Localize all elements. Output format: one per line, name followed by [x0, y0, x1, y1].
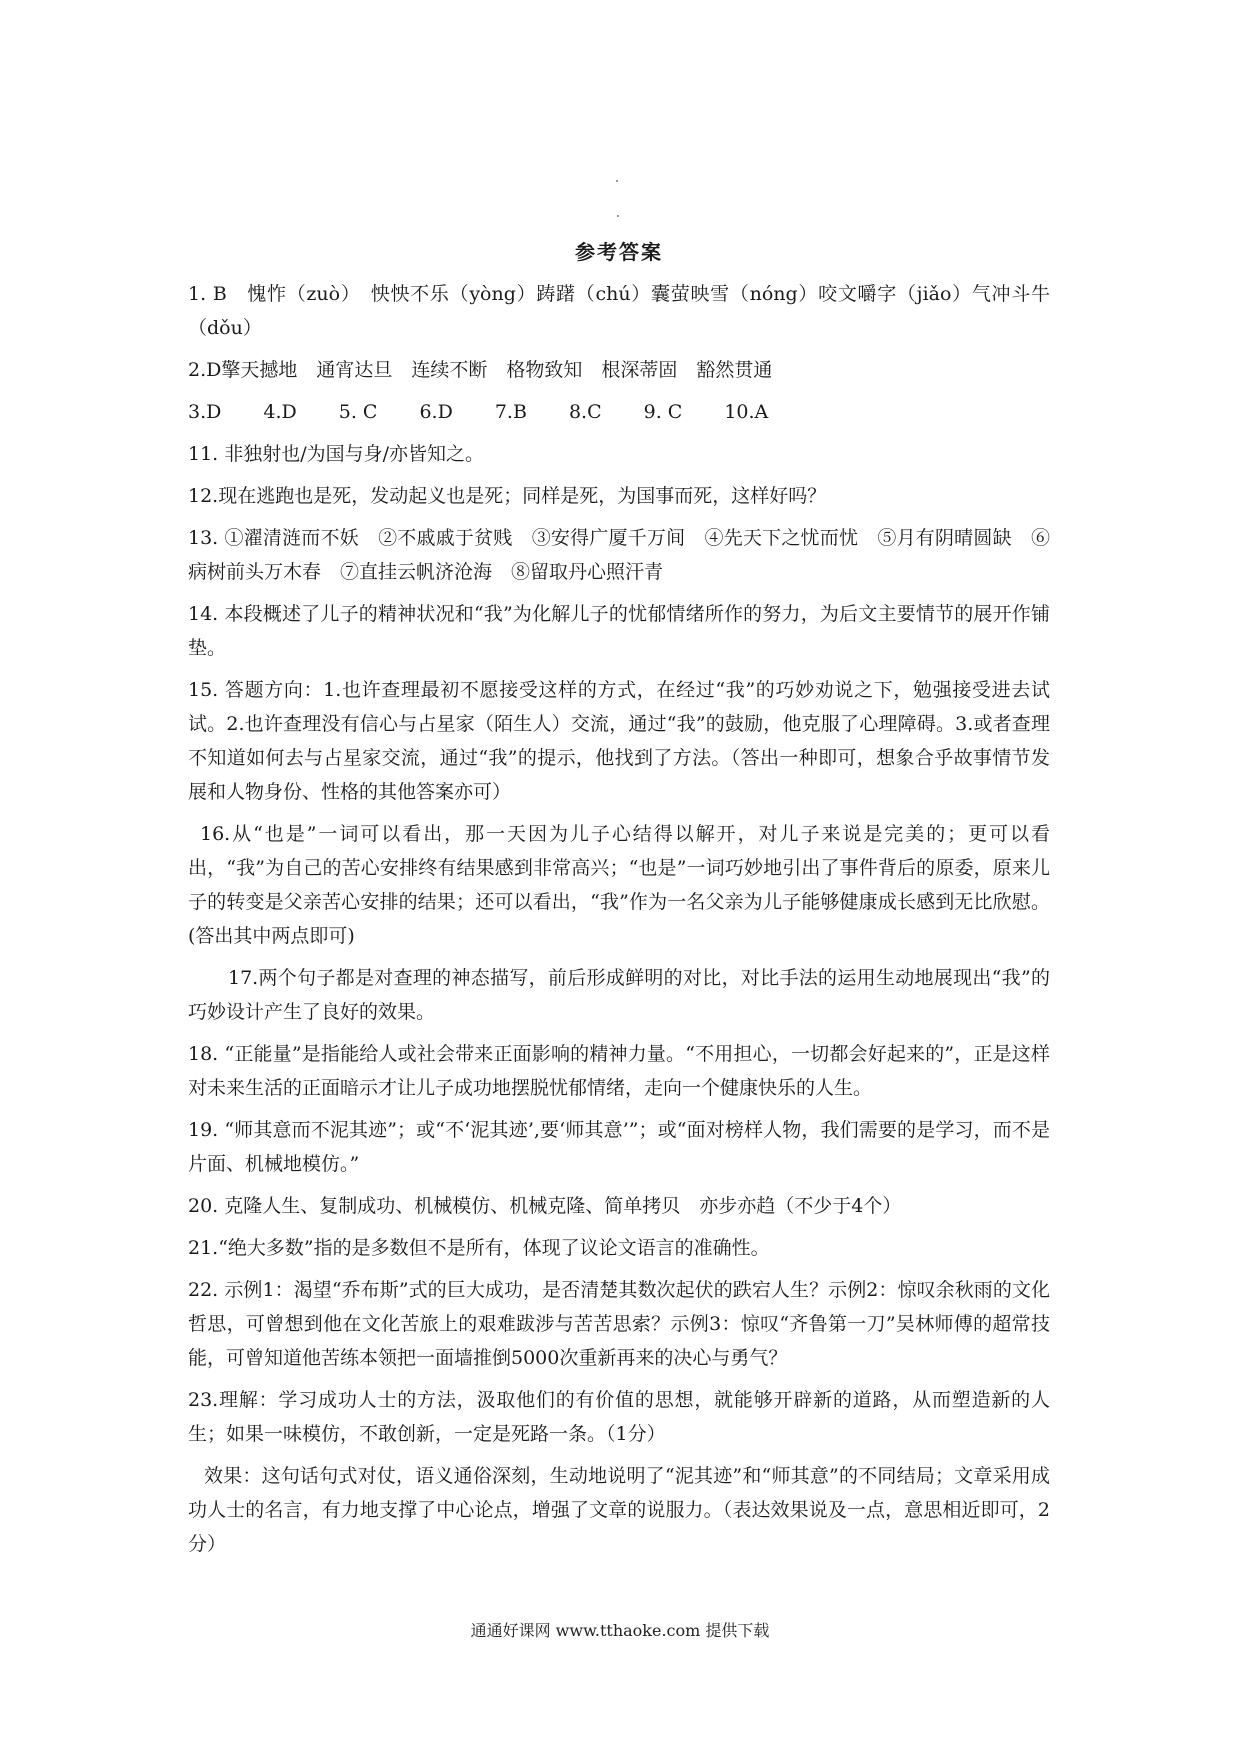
answer-19: 19. “师其意而不泥其迹”；或“不‘泥其迹’,要‘师其意’”；或“面对榜样人物，我们需要的是学习，而不是片面、机械地模仿。”: [188, 1119, 1050, 1175]
answer-12: 12.现在逃跑也是死，发动起义也是死；同样是死，为国事而死，这样好吗？: [188, 485, 827, 507]
answer-2: 2.D擎天撼地 通宵达旦 连续不断 格物致知 根深蒂固 豁然贯通: [188, 359, 773, 381]
answer-16: 16.从“也是”一词可以看出，那一天因为儿子心结得以解开，对儿子来说是完美的；更可以看出，“我”为自己的苦心安排终有结果感到非常高兴；“也是”一词巧妙地引出了事件背后的原委，原来儿子的转变是父亲苦心安排的结果；还可以看出，“我”作为一名父亲为儿子能够健康成长感到无比欣慰。(答出其中两点即可): [188, 823, 1050, 947]
scan-speck: [616, 180, 618, 182]
answer-17: 17.两个句子都是对查理的神态描写，前后形成鲜明的对比，对比手法的运用生动地展现出“我”的巧妙设计产生了良好的效果。: [188, 967, 1050, 1023]
answer-sheet: [188, 236, 1050, 1569]
answer-20: 20. 克隆人生、复制成功、机械模仿、机械克隆、简单拷贝 亦步亦趋（不少于4个）: [188, 1195, 902, 1217]
footer-source: 通通好课网 www.tthaoke.com 提供下载: [470, 1621, 770, 1640]
answers-3-10: [188, 395, 1050, 429]
answer-4: 4.D: [263, 401, 297, 423]
answer-6: 6.D: [419, 401, 453, 423]
answer-3: 3.D: [188, 401, 222, 423]
answer-15: 15. 答题方向：1.也许查理最初不愿接受这样的方式，在经过“我”的巧妙劝说之下，勉强接受进去试试。2.也许查理没有信心与占星家（陌生人）交流，通过“我”的鼓励，他克服了心理障碍。3.或者查理不知道如何去与占星家交流，通过“我”的提示，他找到了方法。（答出一种即可，想象合乎故事情节发展和人物身份、性格的其他答案亦可）: [188, 679, 1050, 803]
answer-9: 9. C: [643, 401, 683, 423]
answer-21: 21.“绝大多数”指的是多数但不是所有，体现了议论文语言的准确性。: [188, 1237, 770, 1259]
answer-8: 8.C: [568, 401, 602, 423]
answer-23-understanding: 23.理解：学习成功人士的方法，汲取他们的有价值的思想，就能够开辟新的道路，从而塑造新的人生；如果一味模仿，不敢创新，一定是死路一条。（1分）: [188, 1389, 1050, 1445]
answer-13: 13. ①濯清涟而不妖 ②不戚戚于贫贱 ③安得广厦千万间 ④先天下之忧而忧 ⑤月有阴晴圆缺 ⑥病树前头万木春 ⑦直挂云帆济沧海 ⑧留取丹心照汗青: [188, 527, 1050, 583]
answer-14: 14. 本段概述了儿子的精神状况和“我”为化解儿子的忧郁情绪所作的努力，为后文主要情节的展开作铺垫。: [188, 603, 1050, 659]
answer-5: 5. C: [338, 401, 378, 423]
answer-23-effect: 效果：这句话句式对仗，语义通俗深刻，生动地说明了“泥其迹”和“师其意”的不同结局；文章采用成功人士的名言，有力地支撑了中心论点，增强了文章的说服力。（表达效果说及一点，意思相近即可，2分）: [188, 1465, 1050, 1555]
answer-11: 11. 非独射也/为国与身/亦皆知之。: [188, 443, 485, 465]
answer-22: 22. 示例1：渴望“乔布斯”式的巨大成功，是否清楚其数次起伏的跌宕人生？示例2：惊叹余秋雨的文化哲思，可曾想到他在文化苦旅上的艰难跋涉与苦苦思索？示例3：惊叹“齐鲁第一刀”吴林师傅的超常技能，可曾知道他苦练本领把一面墙推倒5000次重新再来的决心与勇气？: [188, 1279, 1050, 1369]
answer-18: 18. “正能量”是指能给人或社会带来正面影响的精神力量。“不用担心，一切都会好起来的”，正是这样对未来生活的正面暗示才让儿子成功地摆脱忧郁情绪，走向一个健康快乐的人生。: [188, 1043, 1050, 1099]
answer-1: 1. B 愧怍（zuò） 怏怏不乐（yòng）踌躇（chú）囊萤映雪（nóng）咬文嚼字（jiǎo）气冲斗牛（dǒu）: [188, 283, 1050, 339]
page-title: 参考答案: [575, 240, 663, 264]
scan-speck: [617, 215, 619, 217]
answer-7: 7.B: [494, 401, 527, 423]
answer-10: 10.A: [724, 401, 769, 423]
